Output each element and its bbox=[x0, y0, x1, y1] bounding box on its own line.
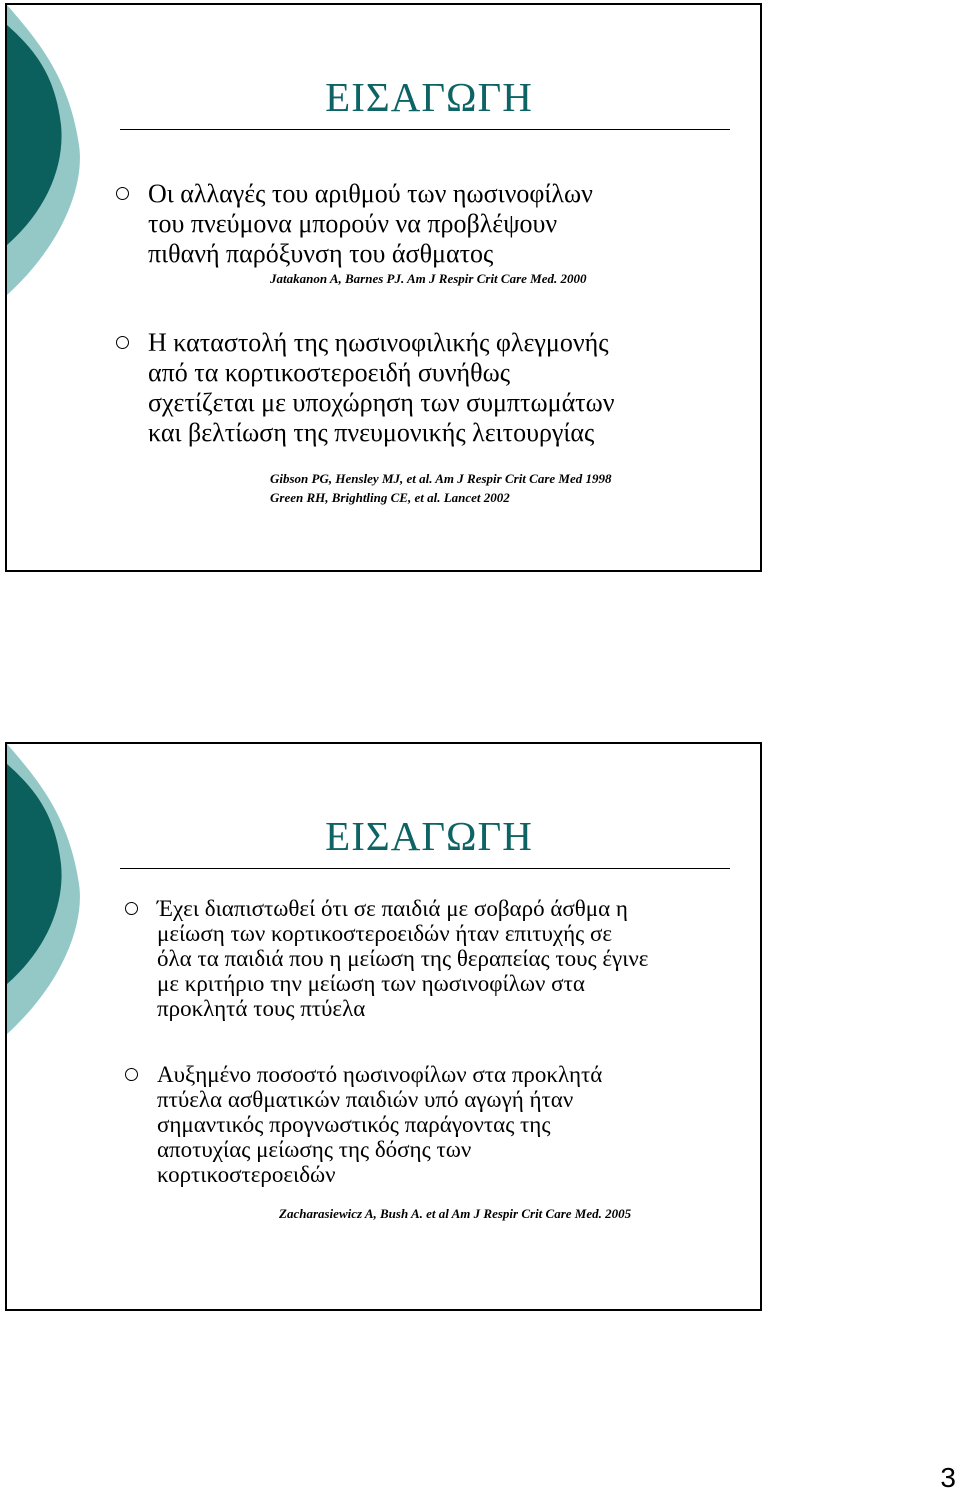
title-divider bbox=[120, 129, 730, 130]
hollow-circle-bullet-icon bbox=[116, 187, 129, 200]
bullet-item bbox=[157, 896, 648, 1021]
slide-title: ΕΙΣΑΓΩΓΗ bbox=[325, 813, 533, 859]
slide-decoration-curves bbox=[7, 5, 127, 325]
bullet-item bbox=[148, 328, 615, 448]
title-divider bbox=[120, 868, 730, 869]
page-number: 3 bbox=[940, 1462, 956, 1493]
reference: Jatakanon A, Barnes PJ. Am J Respir Crit Care Med. 2000 bbox=[270, 271, 587, 286]
reference: Zacharasiewicz A, Bush A. et al Am J Respir Crit Care Med. 2005 bbox=[279, 1206, 632, 1221]
slide-1 bbox=[5, 3, 762, 572]
slide-2 bbox=[5, 742, 762, 1311]
hollow-circle-bullet-icon bbox=[116, 336, 129, 349]
hollow-circle-bullet-icon bbox=[125, 902, 138, 915]
bullet-text: Αυξημένο ποσοστό ηωσινοφίλων στα προκλητά πτύελα ασθματικών παιδιών υπό αγωγή ήταν σημαντικός προγνωστικός παράγοντας της αποτυχίας μείωσης της δόσης των κορτικοστεροειδών bbox=[157, 1062, 603, 1187]
bullet-text: Η καταστολή της ηωσινοφιλικής φλεγμονής από τα κορτικοστεροειδή συνήθως σχετίζεται με υποχώρηση των συμπτωμάτων και βελτίωση της πνευμονικής λειτουργίας bbox=[148, 328, 615, 447]
reference: Gibson PG, Hensley MJ, et al. Am J Respir Crit Care Med 1998 Green RH, Brightling CE, et al. Lancet 2002 bbox=[270, 471, 612, 505]
slide-title: ΕΙΣΑΓΩΓΗ bbox=[325, 74, 533, 120]
hollow-circle-bullet-icon bbox=[125, 1068, 138, 1081]
bullet-item bbox=[148, 179, 593, 269]
slide-decoration-curves bbox=[7, 744, 127, 1064]
bullet-text: Οι αλλαγές του αριθμού των ηωσινοφίλων του πνεύμονα μπορούν να προβλέψουν πιθανή παρόξυνση του άσθματος bbox=[148, 179, 593, 268]
bullet-text: Έχει διαπιστωθεί ότι σε παιδιά με σοβαρό άσθμα η μείωση των κορτικοστεροειδών ήταν επιτυχής σε όλα τα παιδιά που η μείωση της θεραπείας τους έγινε με κριτήριο την μείωση των ηωσινοφίλων στα προκλητά τους πτύελα bbox=[157, 896, 649, 1021]
bullet-item bbox=[157, 1062, 602, 1187]
